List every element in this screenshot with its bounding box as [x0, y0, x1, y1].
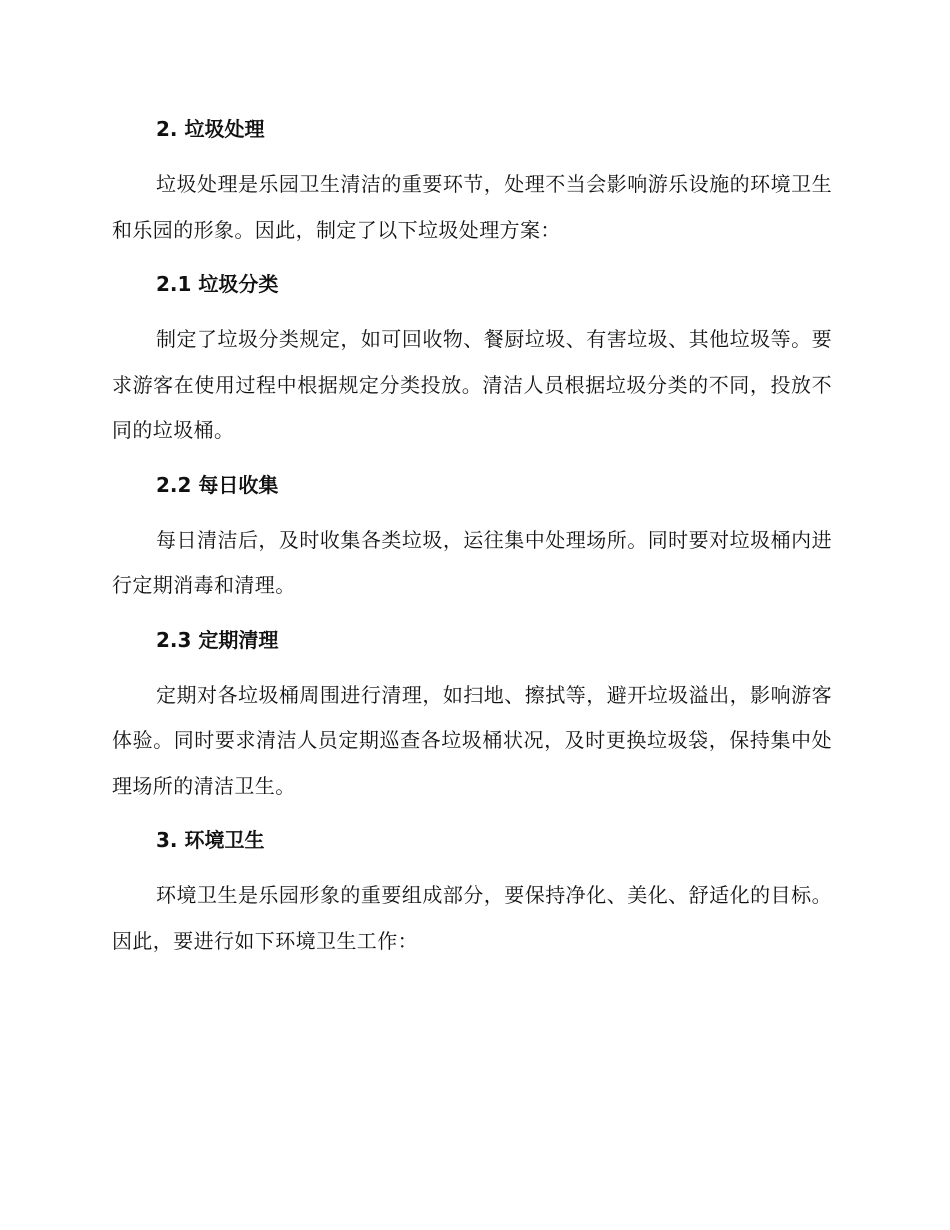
section-heading-garbage-handling: 2. 垃圾处理	[156, 117, 265, 141]
section-heading-garbage-classification: 2.1 垃圾分类	[156, 272, 279, 296]
section-paragraph-daily-collection: 每日清洁后，及时收集各类垃圾，运往集中处理场所。同时要对垃圾桶内进行定期消毒和清理。	[112, 527, 832, 597]
section-paragraph-garbage-classification: 制定了垃圾分类规定，如可回收物、餐厨垃圾、有害垃圾、其他垃圾等。要求游客在使用过程中根据规定分类投放。清洁人员根据垃圾分类的不同，投放不同的垃圾桶。	[112, 327, 832, 442]
section-paragraph-garbage-handling: 垃圾处理是乐园卫生清洁的重要环节，处理不当会影响游乐设施的环境卫生和乐园的形象。因此，制定了以下垃圾处理方案：	[112, 172, 832, 242]
section-heading-daily-collection: 2.2 每日收集	[156, 472, 279, 497]
section-heading-regular-cleaning: 2.3 定期清理	[156, 627, 279, 652]
section-heading-environmental-hygiene: 3. 环境卫生	[156, 828, 265, 852]
section-paragraph-regular-cleaning: 定期对各垃圾桶周围进行清理，如扫地、擦拭等，避开垃圾溢出，影响游客体验。同时要求清洁人员定期巡查各垃圾桶状况，及时更换垃圾袋，保持集中处理场所的清洁卫生。	[112, 682, 832, 798]
section-paragraph-environmental-hygiene: 环境卫生是乐园形象的重要组成部分，要保持净化、美化、舒适化的目标。因此，要进行如下环境卫生工作：	[112, 883, 832, 953]
document-page	[112, 112, 832, 964]
